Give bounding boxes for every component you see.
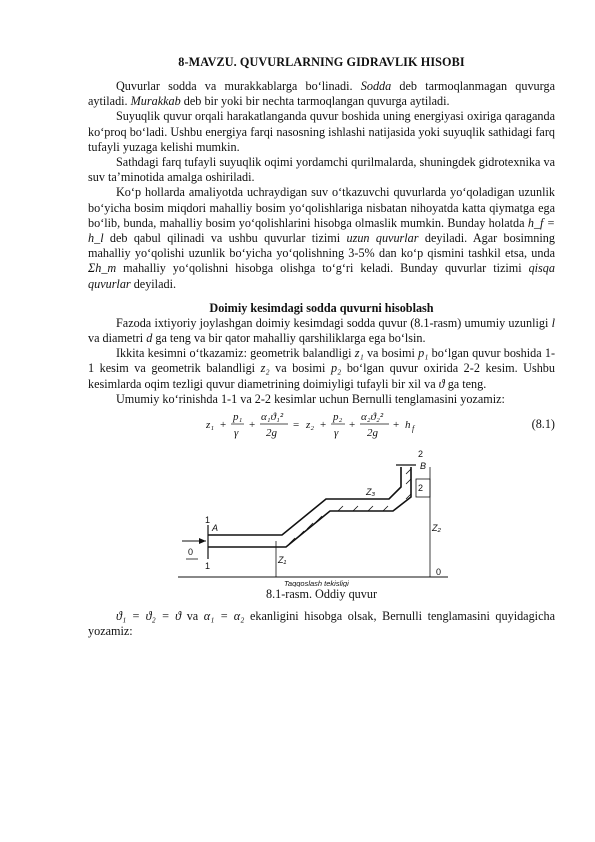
eq-z2: z₂	[306, 419, 315, 432]
p8-math-theta: ϑ₁ = ϑ₂ = ϑ	[116, 609, 182, 624]
eq-hf-subscript: f	[412, 424, 415, 434]
eq-p2: p₂	[333, 411, 343, 424]
label-z2: Z₂	[432, 523, 441, 534]
eq-a1t1: α₁ϑ₁²	[261, 411, 284, 424]
p4-math-hf-hl: h_f = h_l	[88, 215, 555, 246]
paragraph-8	[88, 609, 555, 639]
p6-text-b: va bosimi	[363, 346, 419, 361]
label-point-b: B	[420, 461, 427, 472]
paragraph-7: Umumiy ko‘rinishda 1-1 va 2-2 kesimlar uchun Bernulli tenglamasini yozamiz:	[116, 391, 505, 406]
p8-text-b: ekanligini hisobga olsak, Bernulli tenglamasini quyidagicha yozamiz:	[88, 609, 555, 639]
label-section-1-top: 1	[205, 515, 211, 526]
p6-text-e: bo‘lgan quvur oxirida 2-2 kesim. Ushbu kesimlarda oqim tezligi quvur diametrining doimiyligi tufayli bir xil va	[88, 361, 555, 391]
p5-var-d: d	[146, 331, 153, 346]
p1-text-c: deb tarmoqlanmagan quvurga aytiladi.	[88, 79, 555, 109]
eq-gamma-1: γ	[234, 427, 239, 440]
p6-var-theta: ϑ	[438, 376, 445, 391]
section-heading: Doimiy kesimdagi sodda quvurni hisoblash	[209, 300, 434, 315]
p6-text-a: Ikkita kesimni o‘tkazamiz: geometrik balandligi	[116, 346, 355, 361]
p4-text-a: Ko‘p hollarda amaliyotda uchraydigan suv o‘tkazuvchi quvurlarda yo‘qoladigan uzunlik bo‘yicha bosim miqdori mahalliy bosim yo‘qolishlariga nisbatan nihoyatda katta qiymatga ega bo‘lib, bunda, mahalliy bosim yo‘qolishlarini hisobga olmaslik mumkin. Bunday holatda	[88, 185, 555, 230]
eq-2g-1: 2g	[266, 427, 277, 440]
p4-term-uzun: uzun quvurlar	[346, 231, 419, 246]
p4-text-b: deb qabul qilinadi va ushbu quvurlar tizimi	[103, 231, 347, 246]
equation-number: (8.1)	[531, 417, 555, 432]
bernoulli-equation	[88, 409, 555, 439]
label-z1: Z₁	[278, 555, 287, 566]
p1-text-a: Quvurlar sodda va murakkablarga bo‘linadi.	[116, 79, 361, 93]
p6-var-p2: p₂	[330, 361, 342, 376]
label-o-right: 0	[436, 567, 442, 578]
eq-plus-1: +	[220, 419, 227, 432]
p8-math-alpha: α₁ = α₂	[203, 609, 245, 624]
p6-text-f: ga teng.	[444, 376, 487, 391]
label-o-left: 0	[188, 547, 194, 558]
eq-2g-2: 2g	[367, 427, 378, 440]
eq-z1: z₁	[206, 419, 215, 432]
paragraph-5	[88, 316, 555, 346]
p1-term-sodda: Sodda	[360, 79, 392, 93]
paragraph-6	[88, 346, 555, 392]
p6-var-z2: z₂	[260, 361, 270, 376]
p4-term-qisqa: qisqa quvurlar	[88, 261, 555, 291]
p8-text-a: va	[181, 609, 204, 624]
document-page	[88, 55, 555, 639]
datum-plane-label: Taqqoslash tekisligi	[284, 579, 349, 588]
paragraph-4	[88, 185, 555, 291]
pipe-wall-upper	[208, 467, 401, 535]
p5-text-a: Fazoda ixtiyoriy joylashgan doimiy kesimdagi sodda quvur (8.1-rasm) umumiy uzunligi	[116, 315, 552, 330]
p5-text-c: ga teng va bir qator mahalliy qarshiliklarga ega bo‘lsin.	[152, 331, 426, 346]
paragraph-1	[88, 79, 555, 109]
page-title: 8-MAVZU. QUVURLARNING GIDRAVLIK HISOBI	[178, 55, 465, 69]
eq-plus-4: +	[349, 419, 356, 432]
eq-gamma-2: γ	[334, 427, 339, 440]
label-section-2-top: 2	[418, 449, 424, 460]
p5-text-b: va diametri	[88, 331, 147, 346]
label-z3: Ζ₃	[366, 487, 376, 498]
figure-caption: 8.1-rasm. Oddiy quvur	[265, 587, 378, 602]
eq-equals: =	[293, 419, 300, 432]
figure-simple-pipe	[88, 439, 555, 587]
pipe-hatching	[289, 469, 411, 544]
arrow-head-icon	[199, 538, 206, 544]
eq-hf: h	[405, 419, 411, 432]
p1-text-e: deb bir yoki bir nechta tarmoqlangan quvurga aytiladi.	[180, 94, 450, 109]
p6-text-c: bo‘lgan quvur boshida 1-1 kesim va geometrik balandligi	[88, 346, 555, 376]
eq-plus-3: +	[320, 419, 327, 432]
label-section-2-right: 2	[418, 483, 424, 494]
p6-text-d: va bosimi	[269, 361, 331, 376]
p4-text-g: deyiladi.	[130, 276, 177, 291]
eq-p1: p₁	[233, 411, 243, 424]
eq-plus-2: +	[249, 419, 256, 432]
p6-var-z1: z₁	[354, 346, 364, 361]
eq-a2t2: α₂ϑ₂²	[361, 411, 384, 424]
label-point-a: A	[212, 523, 219, 534]
label-section-1-bottom: 1	[205, 561, 211, 572]
paragraph-3: Sathdagi farq tufayli suyuqlik oqimi yordamchi qurilmalarda, shuningdek gidrotexnika va suv ta’minotida amalga oshiriladi.	[88, 155, 555, 185]
p4-text-e: mahalliy yo‘qolishni hisobga olishga to‘g‘ri keladi. Bunday quvurlar tizimi	[116, 261, 529, 276]
p6-var-p1: p₁	[418, 346, 429, 361]
eq-plus-5: +	[393, 419, 400, 432]
p4-text-d: deyiladi. Agar bosimning mahalliy yo‘qolishi uzunlik bo‘yicha yo‘qolishning 3-5% dan ko‘p qismini tashkil etsa, unda	[88, 231, 555, 261]
paragraph-2: Suyuqlik quvur orqali harakatlanganda quvur boshida uning energiyasi oxiriga qaraganda ko‘proq bo‘ladi. Ushbu energiya farqi nasosning ishlashi natijasida yoki suyuqlik sathidagi farq tufayli yuzaga kelishi mumkin.	[88, 109, 555, 154]
p5-var-l: l	[551, 315, 555, 330]
p1-term-murakkab: Murakkab	[130, 94, 181, 109]
p4-math-sum-hm: Σh_m	[88, 261, 117, 276]
